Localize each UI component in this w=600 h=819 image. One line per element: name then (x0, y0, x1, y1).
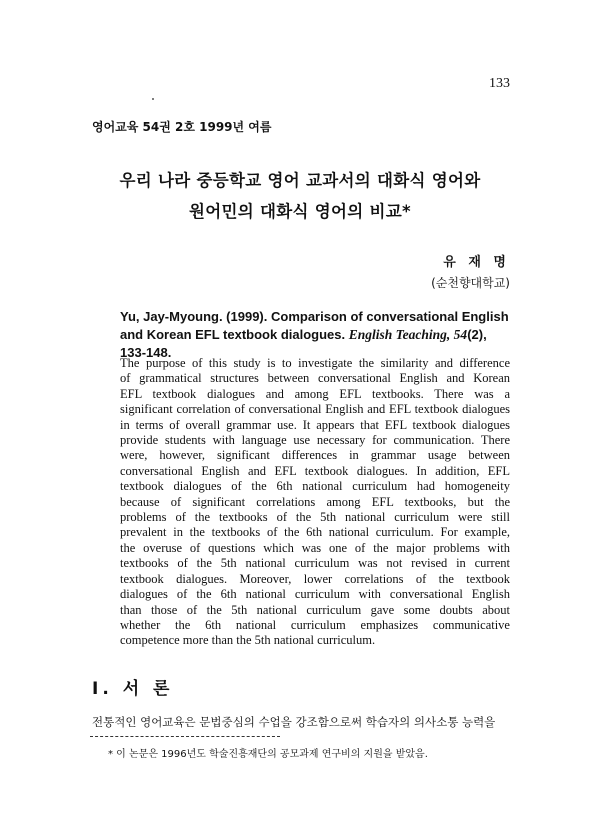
abstract-line: problems of the textbooks of the 5th national curriculum were still (120, 510, 510, 525)
abstract-line: textbook dialogues. Moreover, lower correlations of the textbook (120, 571, 510, 586)
abstract-line: in terms of overall grammar use. It appears that EFL textbook dialogues (120, 417, 510, 432)
title-line-1: 우리 나라 중등학교 영어 교과서의 대화식 영어와 (119, 171, 481, 190)
body-text: 전통적인 영어교육은 문법중심의 수업을 강조함으로써 학습자의 의사소통 능력을 (92, 715, 496, 729)
author-affiliation: (순천향대학교) (431, 276, 510, 290)
author-name: 유 재 명 (443, 255, 510, 270)
abstract-line: textbook dialogues of the 6th national curriculum had homogeneity (120, 479, 510, 494)
scan-speck (152, 98, 154, 100)
abstract-line: of grammatical structures between conversational English and Korean (120, 371, 510, 386)
citation-line-1: Yu, Jay-Myoung. (1999). Comparison of conversational English (120, 309, 509, 324)
citation-line-3: 133-148. (120, 345, 172, 360)
paper-title (0, 165, 600, 227)
abstract (120, 356, 510, 649)
abstract-line: conversational English and EFL textbook dialogues. In addition, EFL (120, 463, 510, 478)
footnote: * 이 논문은 1996년도 학술진흥재단의 공모과제 연구비의 지원을 받았음. (108, 749, 428, 760)
abstract-line: competence more than the 5th national curriculum. (120, 633, 376, 648)
citation-journal: English Teaching, 54 (348, 327, 468, 342)
abstract-line: the overuse of questions which was one of the major problems with (120, 540, 510, 555)
abstract-line: whether the 6th national curriculum emphasizes communicative (120, 617, 510, 632)
abstract-line: were, however, significant differences in grammar usage between (120, 448, 510, 463)
abstract-line: The purpose of this study is to investigate the similarity and difference (120, 356, 510, 370)
citation (120, 308, 510, 362)
abstract-line: significant correlation of conversational English and EFL textbook dialogues (120, 402, 510, 417)
abstract-line: dialogues of the 6th national curriculum with conversational English (120, 587, 510, 602)
abstract-line: EFL textbook dialogues and among EFL textbooks. There was a (120, 386, 510, 401)
title-line-2: 원어민의 대화식 영어의 비교* (189, 202, 411, 221)
abstract-line: than those of the 5th national curriculum gave some doubts about (120, 602, 510, 617)
journal-info: 영어교육 54권 2호 1999년 여름 (92, 120, 272, 134)
page-number: 133 (489, 76, 510, 91)
citation-line-2-suffix: (2), (467, 327, 487, 342)
section-heading: I. 서 론 (92, 679, 174, 699)
abstract-line: provide students with language use necessary for communication. There (120, 433, 510, 448)
abstract-line: prevalent in the textbooks of the 6th national curriculum. For example, (120, 525, 510, 540)
citation-line-2 (120, 326, 510, 344)
abstract-line: textbooks of the 5th national curriculum was not revised in current (120, 556, 510, 571)
citation-line-2-prefix: and Korean EFL textbook dialogues. (120, 327, 346, 342)
footnote-divider (90, 736, 280, 737)
abstract-line: because of significant correlations among EFL textbooks, but the (120, 494, 510, 509)
